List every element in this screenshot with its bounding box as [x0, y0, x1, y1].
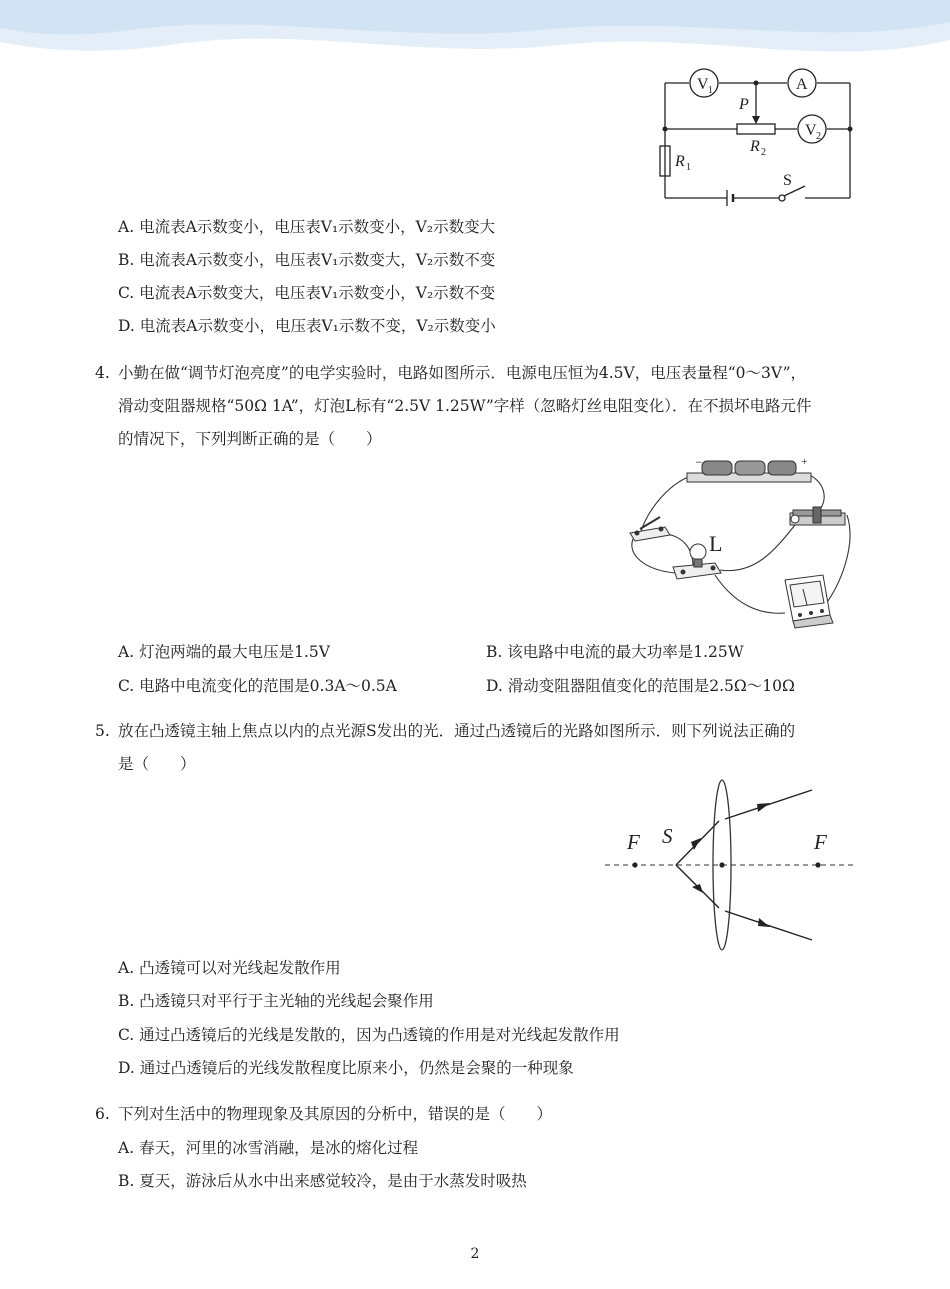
option-letter: B.: [118, 251, 135, 269]
q3-option-a: [118, 216, 495, 238]
option-text: 凸透镜只对平行于主光轴的光线起会聚作用: [139, 992, 434, 1010]
q5-stem-line2: 是（ ）: [118, 755, 196, 773]
option-text: 滑动变阻器阻值变化的范围是2.5Ω～10Ω: [507, 677, 795, 695]
q4-stem-line3: 的情况下，下列判断正确的是（ ）: [118, 430, 382, 448]
v1-meter-label: V: [697, 76, 709, 93]
q4-option-d: [486, 675, 795, 697]
r2-label: R: [750, 138, 760, 155]
option-letter: B.: [118, 1172, 135, 1190]
option-letter: C.: [118, 677, 135, 695]
option-text: 通过凸透镜后的光线发散程度比原来小，仍然是会聚的一种现象: [139, 1059, 574, 1077]
svg-text:−: −: [695, 458, 703, 468]
r1-label: R: [675, 153, 685, 170]
option-letter: D.: [118, 317, 135, 335]
option-letter: A.: [118, 643, 135, 661]
q4-stem-line2: 滑动变阻器规格“50Ω 1A”，灯泡L标有“2.5V 1.25W”字样（忽略灯丝电阻变化）．在不损坏电路元件: [118, 397, 812, 415]
q3-circuit-diagram: [655, 68, 860, 208]
q4-option-b: [486, 641, 744, 663]
switch-s-label: S: [783, 172, 792, 189]
option-text: 该电路中电流的最大功率是1.25W: [507, 643, 744, 661]
q3-option-b: [118, 249, 495, 271]
option-text: 电流表A示数变小，电压表V₁示数变大，V₂示数不变: [139, 251, 496, 269]
focus-right-label: F: [814, 830, 827, 854]
option-letter: A.: [118, 218, 135, 236]
q5-convex-lens-diagram: [600, 778, 860, 958]
q6-option-a: [118, 1137, 418, 1159]
q4-option-a: [118, 641, 330, 663]
option-text: 灯泡两端的最大电压是1.5V: [139, 643, 330, 661]
q3-option-c: [118, 282, 495, 304]
v2-meter-label: V: [805, 122, 817, 139]
q6-option-b: [118, 1170, 527, 1192]
option-text: 电路中电流变化的范围是0.3A～0.5A: [139, 677, 397, 695]
q4-option-c: [118, 675, 397, 697]
battery-holder: [687, 457, 811, 482]
q4-circuit-apparatus: [625, 455, 860, 635]
option-text: 春天，河里的冰雪消融，是冰的熔化过程: [139, 1139, 419, 1157]
page-number: 2: [470, 1246, 480, 1262]
option-text: 凸透镜可以对光线起发散作用: [139, 959, 341, 977]
option-letter: A.: [118, 1139, 135, 1157]
header-wave-decoration: [0, 0, 950, 70]
option-text: 电流表A示数变小，电压表V₁示数变小，V₂示数变大: [139, 218, 496, 236]
q5-stem-line1: 放在凸透镜主轴上焦点以内的点光源S发出的光．通过凸透镜后的光路如图所示．则下列说法正确的: [118, 722, 796, 740]
option-text: 电流表A示数变大，电压表V₁示数变小，V₂示数不变: [139, 284, 496, 302]
svg-text:+: +: [801, 457, 808, 466]
slider-p-label: P: [739, 96, 749, 113]
q5-option-b: [118, 990, 434, 1012]
q5-option-a: [118, 957, 341, 979]
voltmeter-device: [785, 575, 833, 628]
option-letter: A.: [118, 959, 135, 977]
lamp-l-label: L: [709, 531, 723, 556]
q3-option-d: [118, 315, 496, 337]
option-letter: D.: [118, 1059, 135, 1077]
option-letter: D.: [486, 677, 503, 695]
light-bulb-on-base: [673, 531, 722, 579]
v1-subscript: 1: [708, 85, 713, 96]
option-text: 通过凸透镜后的光线是发散的，因为凸透镜的作用是对光线起发散作用: [139, 1026, 620, 1044]
q6-stem-line1: 下列对生活中的物理现象及其原因的分析中，错误的是（ ）: [118, 1105, 553, 1123]
q4-stem-line1: 小勤在做“调节灯泡亮度”的电学实验时，电路如图所示．电源电压恒为4.5V，电压表量程“0～3V”，: [118, 364, 807, 382]
q5-option-d: [118, 1057, 574, 1079]
point-source-s-label: S: [662, 824, 673, 848]
q6-number: 6.: [95, 1105, 110, 1123]
option-letter: B.: [118, 992, 135, 1010]
knife-switch: [630, 517, 670, 541]
r1-subscript: 1: [686, 162, 691, 173]
option-text: 夏天，游泳后从水中出来感觉较冷，是由于水蒸发时吸热: [139, 1172, 527, 1190]
option-letter: C.: [118, 1026, 135, 1044]
sliding-rheostat: [790, 507, 845, 525]
q4-number: 4.: [95, 364, 110, 382]
focus-left-label: F: [627, 830, 640, 854]
r2-subscript: 2: [761, 147, 766, 158]
q5-number: 5.: [95, 722, 110, 740]
option-letter: B.: [486, 643, 503, 661]
ammeter-label: A: [796, 76, 808, 93]
option-letter: C.: [118, 284, 135, 302]
v2-subscript: 2: [816, 131, 821, 142]
q5-option-c: [118, 1024, 620, 1046]
option-text: 电流表A示数变小，电压表V₁示数不变，V₂示数变小: [139, 317, 496, 335]
